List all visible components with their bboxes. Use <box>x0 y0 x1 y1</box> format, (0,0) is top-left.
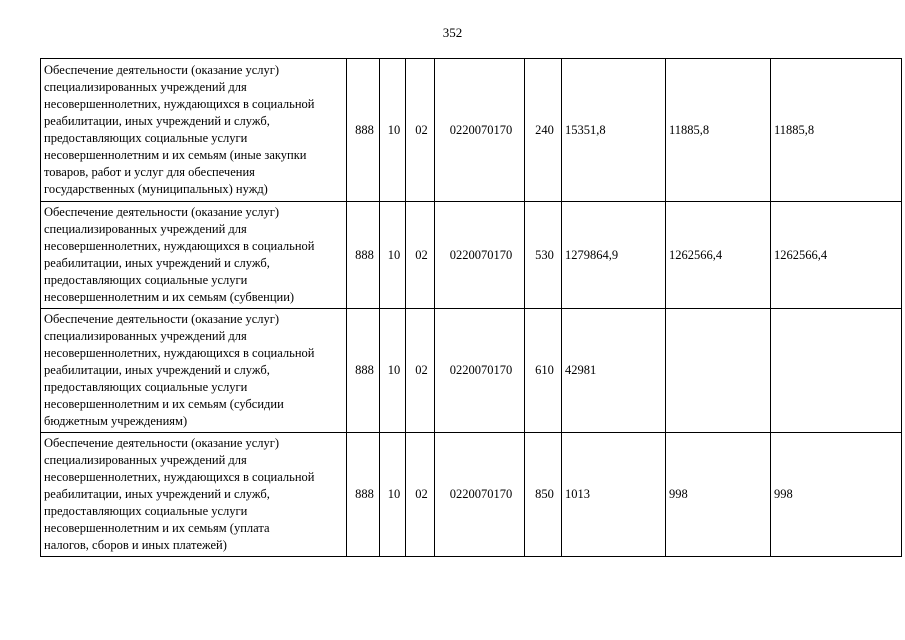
description-line: реабилитации, иных учреждений и служб, <box>44 114 270 128</box>
amount-1-cell: 42981 <box>562 309 666 433</box>
description-line: несовершеннолетним и их семьям (уплата <box>44 521 270 535</box>
amount-3-cell: 998 <box>771 433 902 557</box>
section-code-cell: 10 <box>380 433 406 557</box>
amount-2-cell: 11885,8 <box>666 59 771 202</box>
description-cell <box>41 309 347 433</box>
description-line: реабилитации, иных учреждений и служб, <box>44 487 270 501</box>
description-line: товаров, работ и услуг для обеспечения <box>44 165 255 179</box>
target-article-cell: 0220070170 <box>435 59 525 202</box>
description-line: Обеспечение деятельности (оказание услуг) <box>44 63 280 77</box>
target-article-cell: 0220070170 <box>435 202 525 309</box>
section-code-cell: 10 <box>380 202 406 309</box>
description-cell <box>41 202 347 309</box>
expense-type-cell: 850 <box>525 433 562 557</box>
table-row <box>41 202 902 309</box>
ministry-code-cell: 888 <box>347 202 380 309</box>
description-line: специализированных учреждений для <box>44 453 247 467</box>
description-line: реабилитации, иных учреждений и служб, <box>44 363 270 377</box>
description-line: реабилитации, иных учреждений и служб, <box>44 256 270 270</box>
description-line: несовершеннолетним и их семьям (иные закупки <box>44 148 307 162</box>
page-number: 352 <box>442 25 463 40</box>
description-line: Обеспечение деятельности (оказание услуг) <box>44 312 280 326</box>
description-line: несовершеннолетним и их семьям (субсидии <box>44 397 284 411</box>
subsection-code-cell: 02 <box>406 433 435 557</box>
table-row <box>41 309 902 433</box>
amount-1-cell: 1279864,9 <box>562 202 666 309</box>
table-row <box>41 59 902 202</box>
description-line: Обеспечение деятельности (оказание услуг) <box>44 205 280 219</box>
target-article-cell: 0220070170 <box>435 433 525 557</box>
expense-type-cell: 610 <box>525 309 562 433</box>
expense-type-cell: 240 <box>525 59 562 202</box>
description-line: несовершеннолетних, нуждающихся в социальной <box>44 346 315 360</box>
description-line: несовершеннолетних, нуждающихся в социальной <box>44 239 315 253</box>
description-line: предоставляющих социальные услуги <box>44 504 248 518</box>
amount-3-cell: 11885,8 <box>771 59 902 202</box>
ministry-code-cell: 888 <box>347 433 380 557</box>
subsection-code-cell: 02 <box>406 202 435 309</box>
subsection-code-cell: 02 <box>406 59 435 202</box>
budget-table <box>40 58 902 557</box>
amount-3-cell <box>771 309 902 433</box>
description-line: несовершеннолетним и их семьям (субвенции) <box>44 290 295 304</box>
amount-1-cell: 1013 <box>562 433 666 557</box>
description-line: налогов, сборов и иных платежей) <box>44 538 227 552</box>
section-code-cell: 10 <box>380 309 406 433</box>
description-line: специализированных учреждений для <box>44 222 247 236</box>
description-line: специализированных учреждений для <box>44 329 247 343</box>
expense-type-cell: 530 <box>525 202 562 309</box>
description-line: предоставляющих социальные услуги <box>44 380 248 394</box>
amount-3-cell: 1262566,4 <box>771 202 902 309</box>
description-line: специализированных учреждений для <box>44 80 247 94</box>
description-line: государственных (муниципальных) нужд) <box>44 182 268 196</box>
description-line: несовершеннолетних, нуждающихся в социальной <box>44 470 315 484</box>
table-row <box>41 433 902 557</box>
description-cell <box>41 59 347 202</box>
subsection-code-cell: 02 <box>406 309 435 433</box>
description-line: бюджетным учреждениям) <box>44 414 188 428</box>
target-article-cell: 0220070170 <box>435 309 525 433</box>
description-cell <box>41 433 347 557</box>
amount-2-cell: 998 <box>666 433 771 557</box>
ministry-code-cell: 888 <box>347 309 380 433</box>
amount-2-cell <box>666 309 771 433</box>
amount-1-cell: 15351,8 <box>562 59 666 202</box>
description-line: несовершеннолетних, нуждающихся в социальной <box>44 97 315 111</box>
description-line: Обеспечение деятельности (оказание услуг) <box>44 436 280 450</box>
description-line: предоставляющих социальные услуги <box>44 273 248 287</box>
ministry-code-cell: 888 <box>347 59 380 202</box>
section-code-cell: 10 <box>380 59 406 202</box>
description-line: предоставляющих социальные услуги <box>44 131 248 145</box>
amount-2-cell: 1262566,4 <box>666 202 771 309</box>
